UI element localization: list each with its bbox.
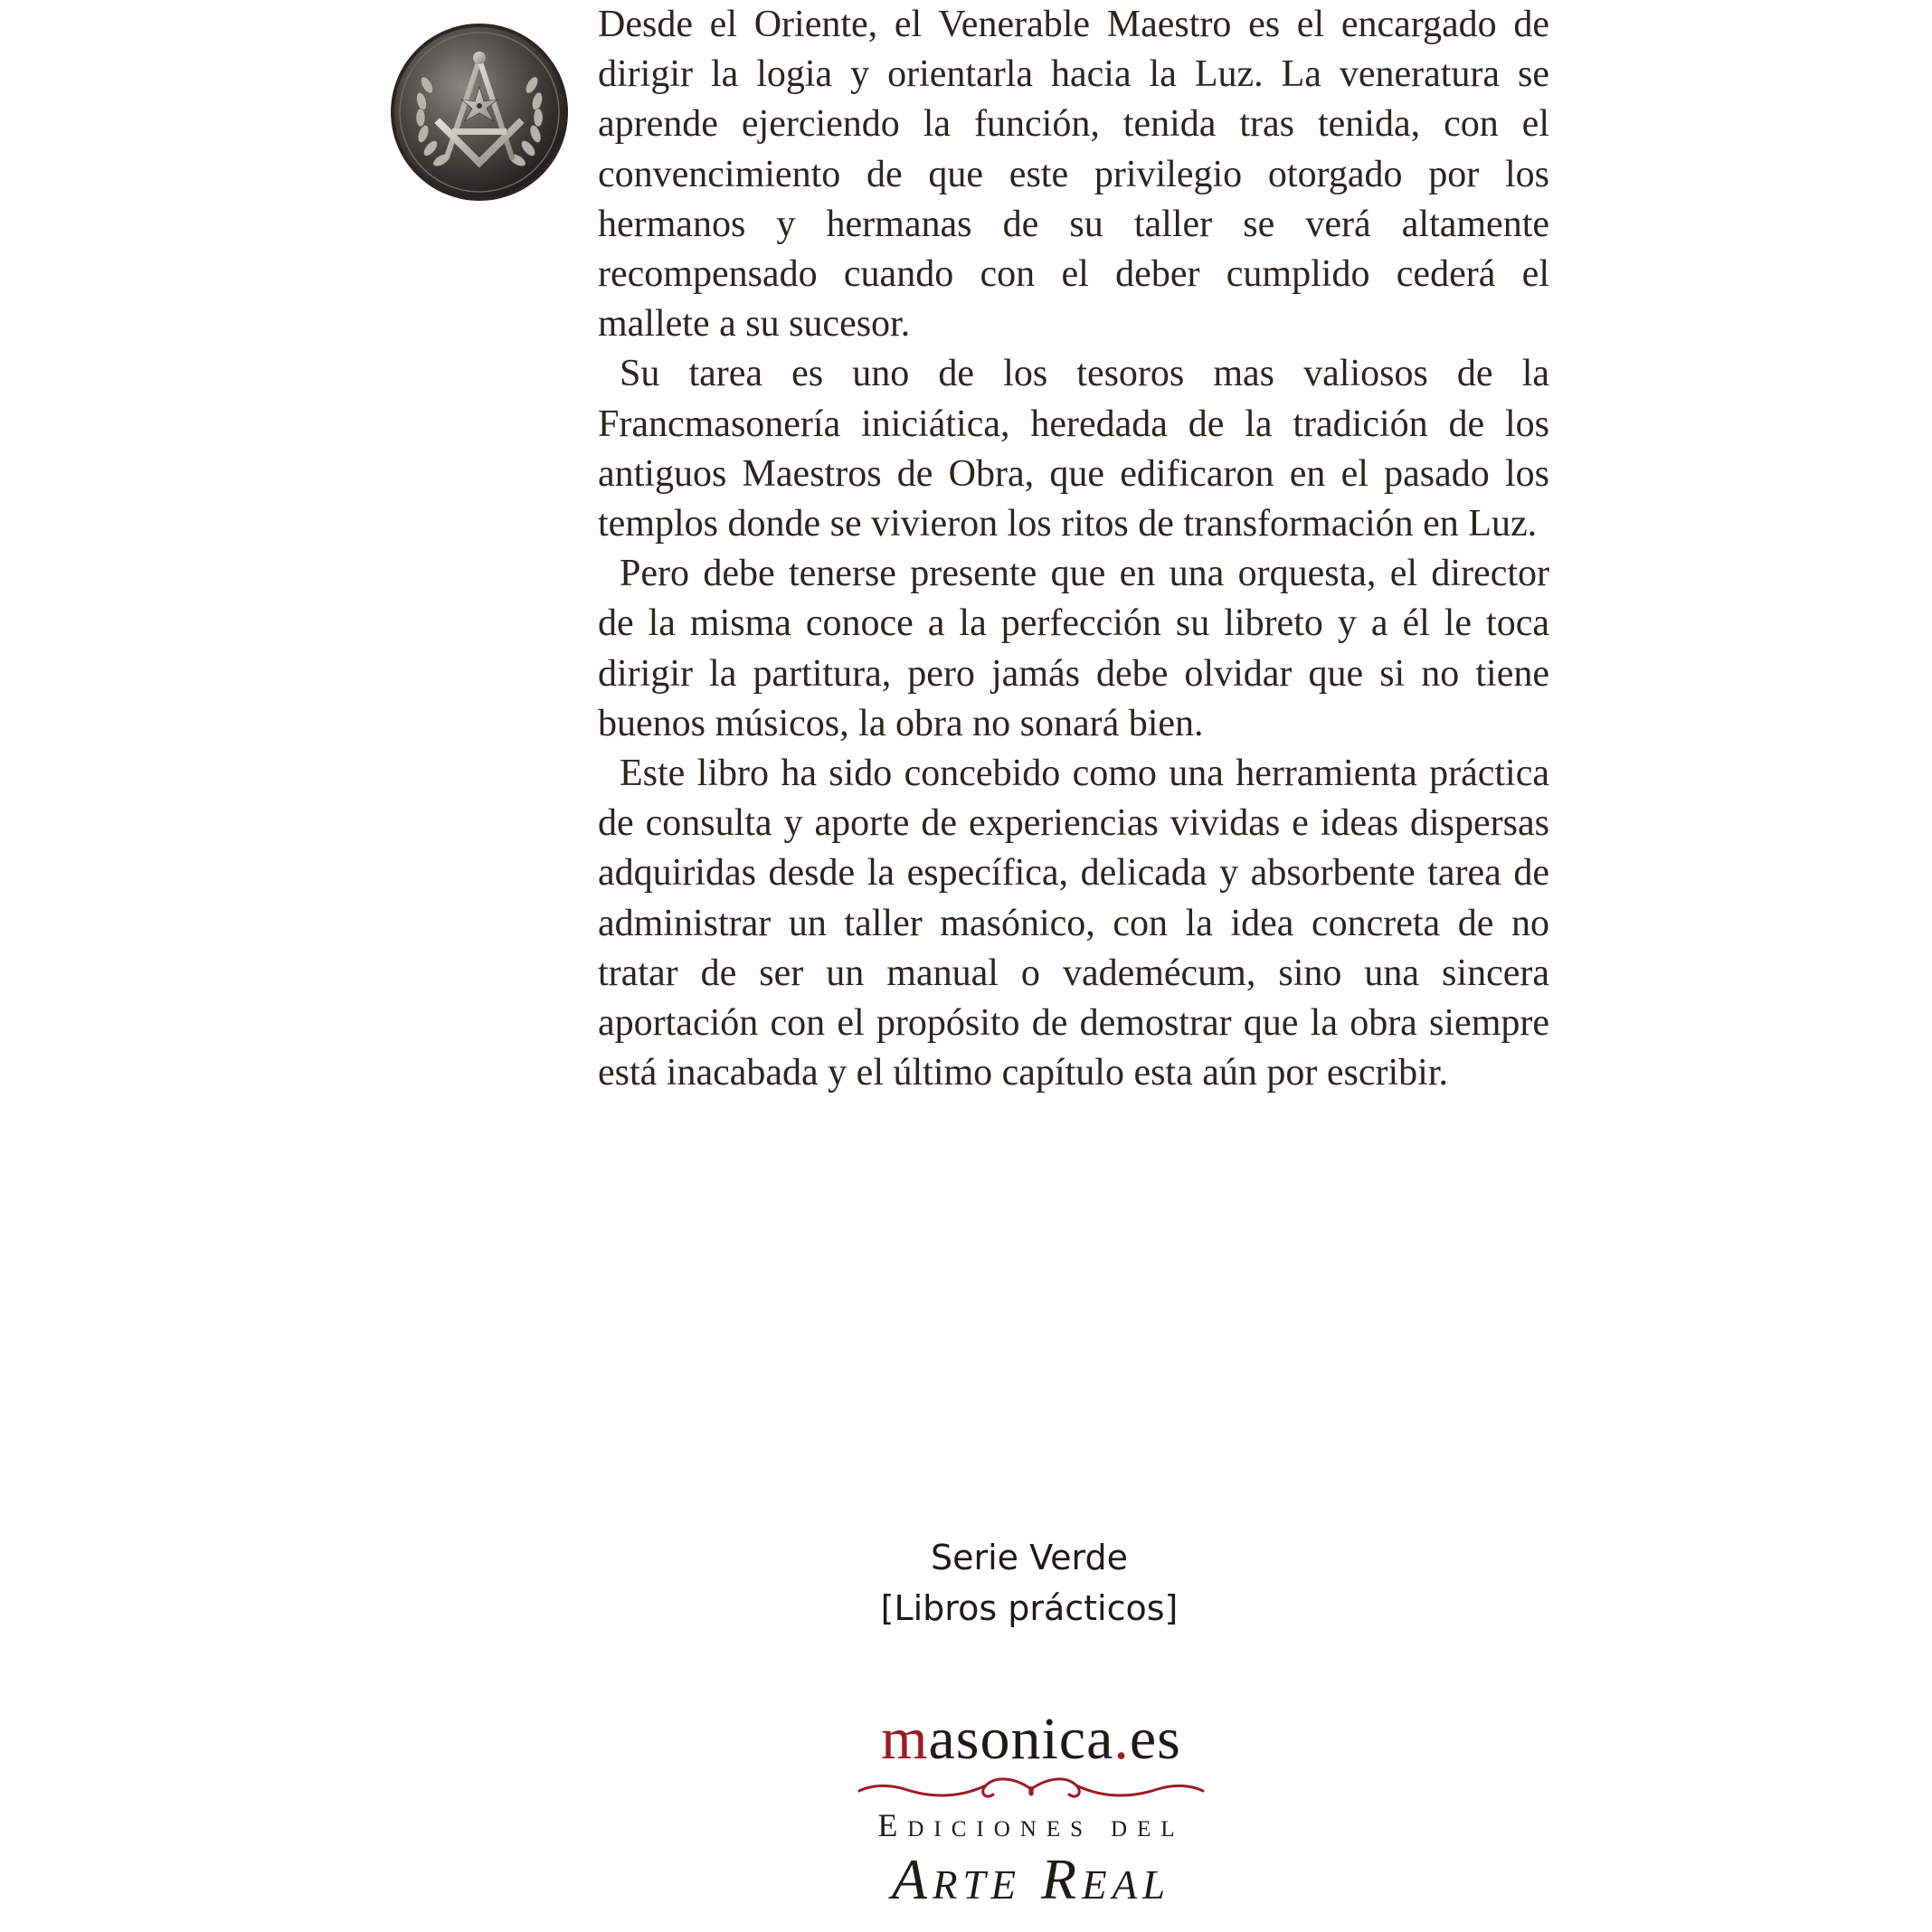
logo-tld-text: es: [1129, 1706, 1181, 1772]
logo-dot: .: [1113, 1706, 1130, 1772]
square-and-compass-medallion-icon: [389, 22, 570, 203]
paragraph: Su tarea es uno de los tesoros mas valiosos de la Francmasonería iniciática, heredada de la tradición de los antiguos Maestros de Obra, que edificaron en el pasado los templos donde se vivieron los ritos de transformación en Luz.: [598, 353, 1549, 545]
logo-accent-letter: m: [881, 1706, 929, 1772]
publisher-line1: Ediciones del: [877, 1807, 1185, 1843]
series-subtitle: [Libros prácticos]: [880, 1588, 1179, 1628]
ornamental-flourish-icon: [850, 1771, 1212, 1807]
publisher-website: [814, 1708, 1248, 1771]
logo-name-text: asonica: [928, 1706, 1114, 1772]
series-name: Serie Verde: [930, 1538, 1129, 1577]
paragraph: Desde el Oriente, el Venerable Maestro es el encargado de dirigir la logia y orientarla hacia la Luz. La veneratura se aprende ejerciendo la función, tenida tras tenida, con el convencimiento de que este privilegio otorgado por los hermanos y hermanas de su taller se verá altamente recompensado cuando con el deber cumplido cederá el mallete a su sucesor.: [598, 4, 1549, 346]
publisher-logo: [814, 1708, 1248, 1932]
paragraph: Pero debe tenerse presente que en una orquesta, el director de la misma conoce a la perfección su libreto y a él le toca dirigir la partitura, pero jamás debe olvidar que si no tiene buenos músicos, la obra no sonará bien.: [598, 553, 1549, 744]
series-info: [785, 1532, 1274, 1634]
publisher-line2: Arte Real: [891, 1847, 1171, 1911]
paragraph: Este libro ha sido concebido como una herramienta práctica de consulta y aporte de experiencias vividas e ideas dispersas adquiridas desde la específica, delicada y absorbente tarea de administrar un taller masónico, con la idea concreta de no tratar de ser un manual o vademécum, sino una sincera aportación con el propósito de demostrar que la obra siempre está inacabada y el último capítulo esta aún por escribir.: [598, 753, 1549, 1094]
back-cover-text: [598, 0, 1549, 1098]
